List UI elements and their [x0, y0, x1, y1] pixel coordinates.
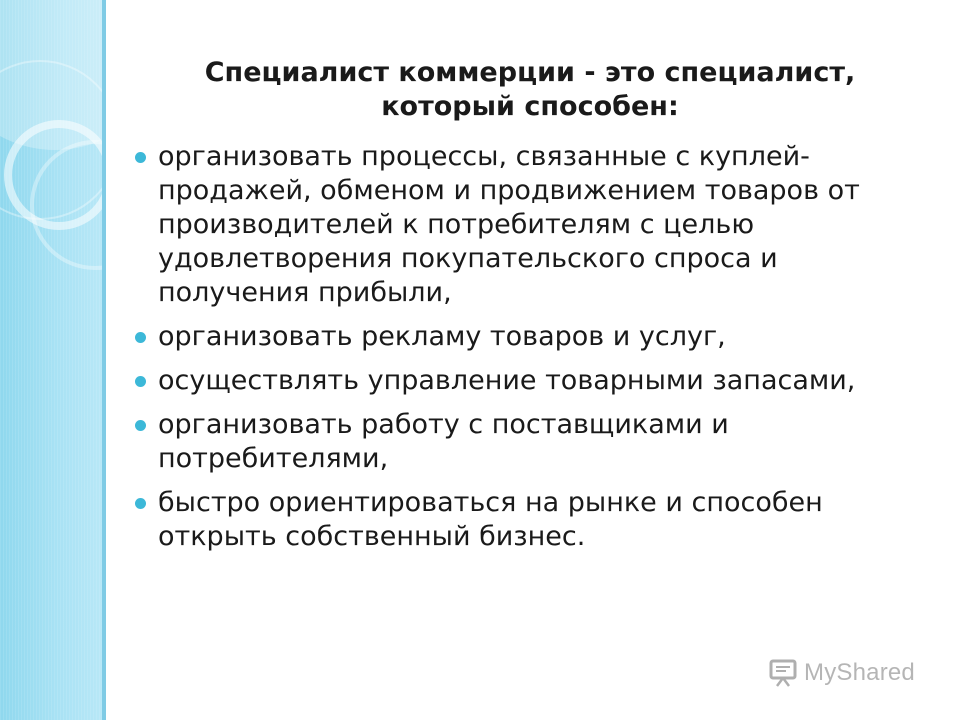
side-band-edge [102, 0, 106, 720]
decorative-side-band [0, 0, 106, 720]
watermark [768, 656, 915, 690]
bullet-item [130, 408, 930, 476]
bullet-dot-icon [135, 420, 146, 431]
bullet-item [130, 140, 930, 310]
slide-title-line-2: который способен: [381, 91, 679, 122]
bullet-dot-icon [135, 332, 146, 343]
bullet-dot-icon [135, 376, 146, 387]
bullet-text: быстро ориентироваться на рынке и способен открыть собственный бизнес. [158, 487, 823, 552]
bullet-text: организовать работу с поставщиками и потребителями, [158, 409, 729, 474]
bullet-item [130, 364, 930, 398]
bullet-text: организовать процессы, связанные с куплей-продажей, обменом и продвижением товаров от производителей к потребителям с целью удовлетворения покупательского спроса и получения прибыли, [158, 141, 860, 308]
watermark-text: MyShared [804, 659, 915, 686]
bullet-dot-icon [135, 498, 146, 509]
presentation-board-icon [768, 658, 798, 688]
slide-title-line-1: Специалист коммерции - это специалист, [204, 57, 856, 88]
slide-title [140, 56, 920, 124]
bullet-text: организовать рекламу товаров и услуг, [158, 321, 726, 352]
bullet-dot-icon [135, 152, 146, 163]
bullet-list [130, 140, 930, 564]
bullet-item [130, 486, 930, 554]
bullet-item [130, 320, 930, 354]
bullet-text: осуществлять управление товарными запасами, [158, 365, 856, 396]
